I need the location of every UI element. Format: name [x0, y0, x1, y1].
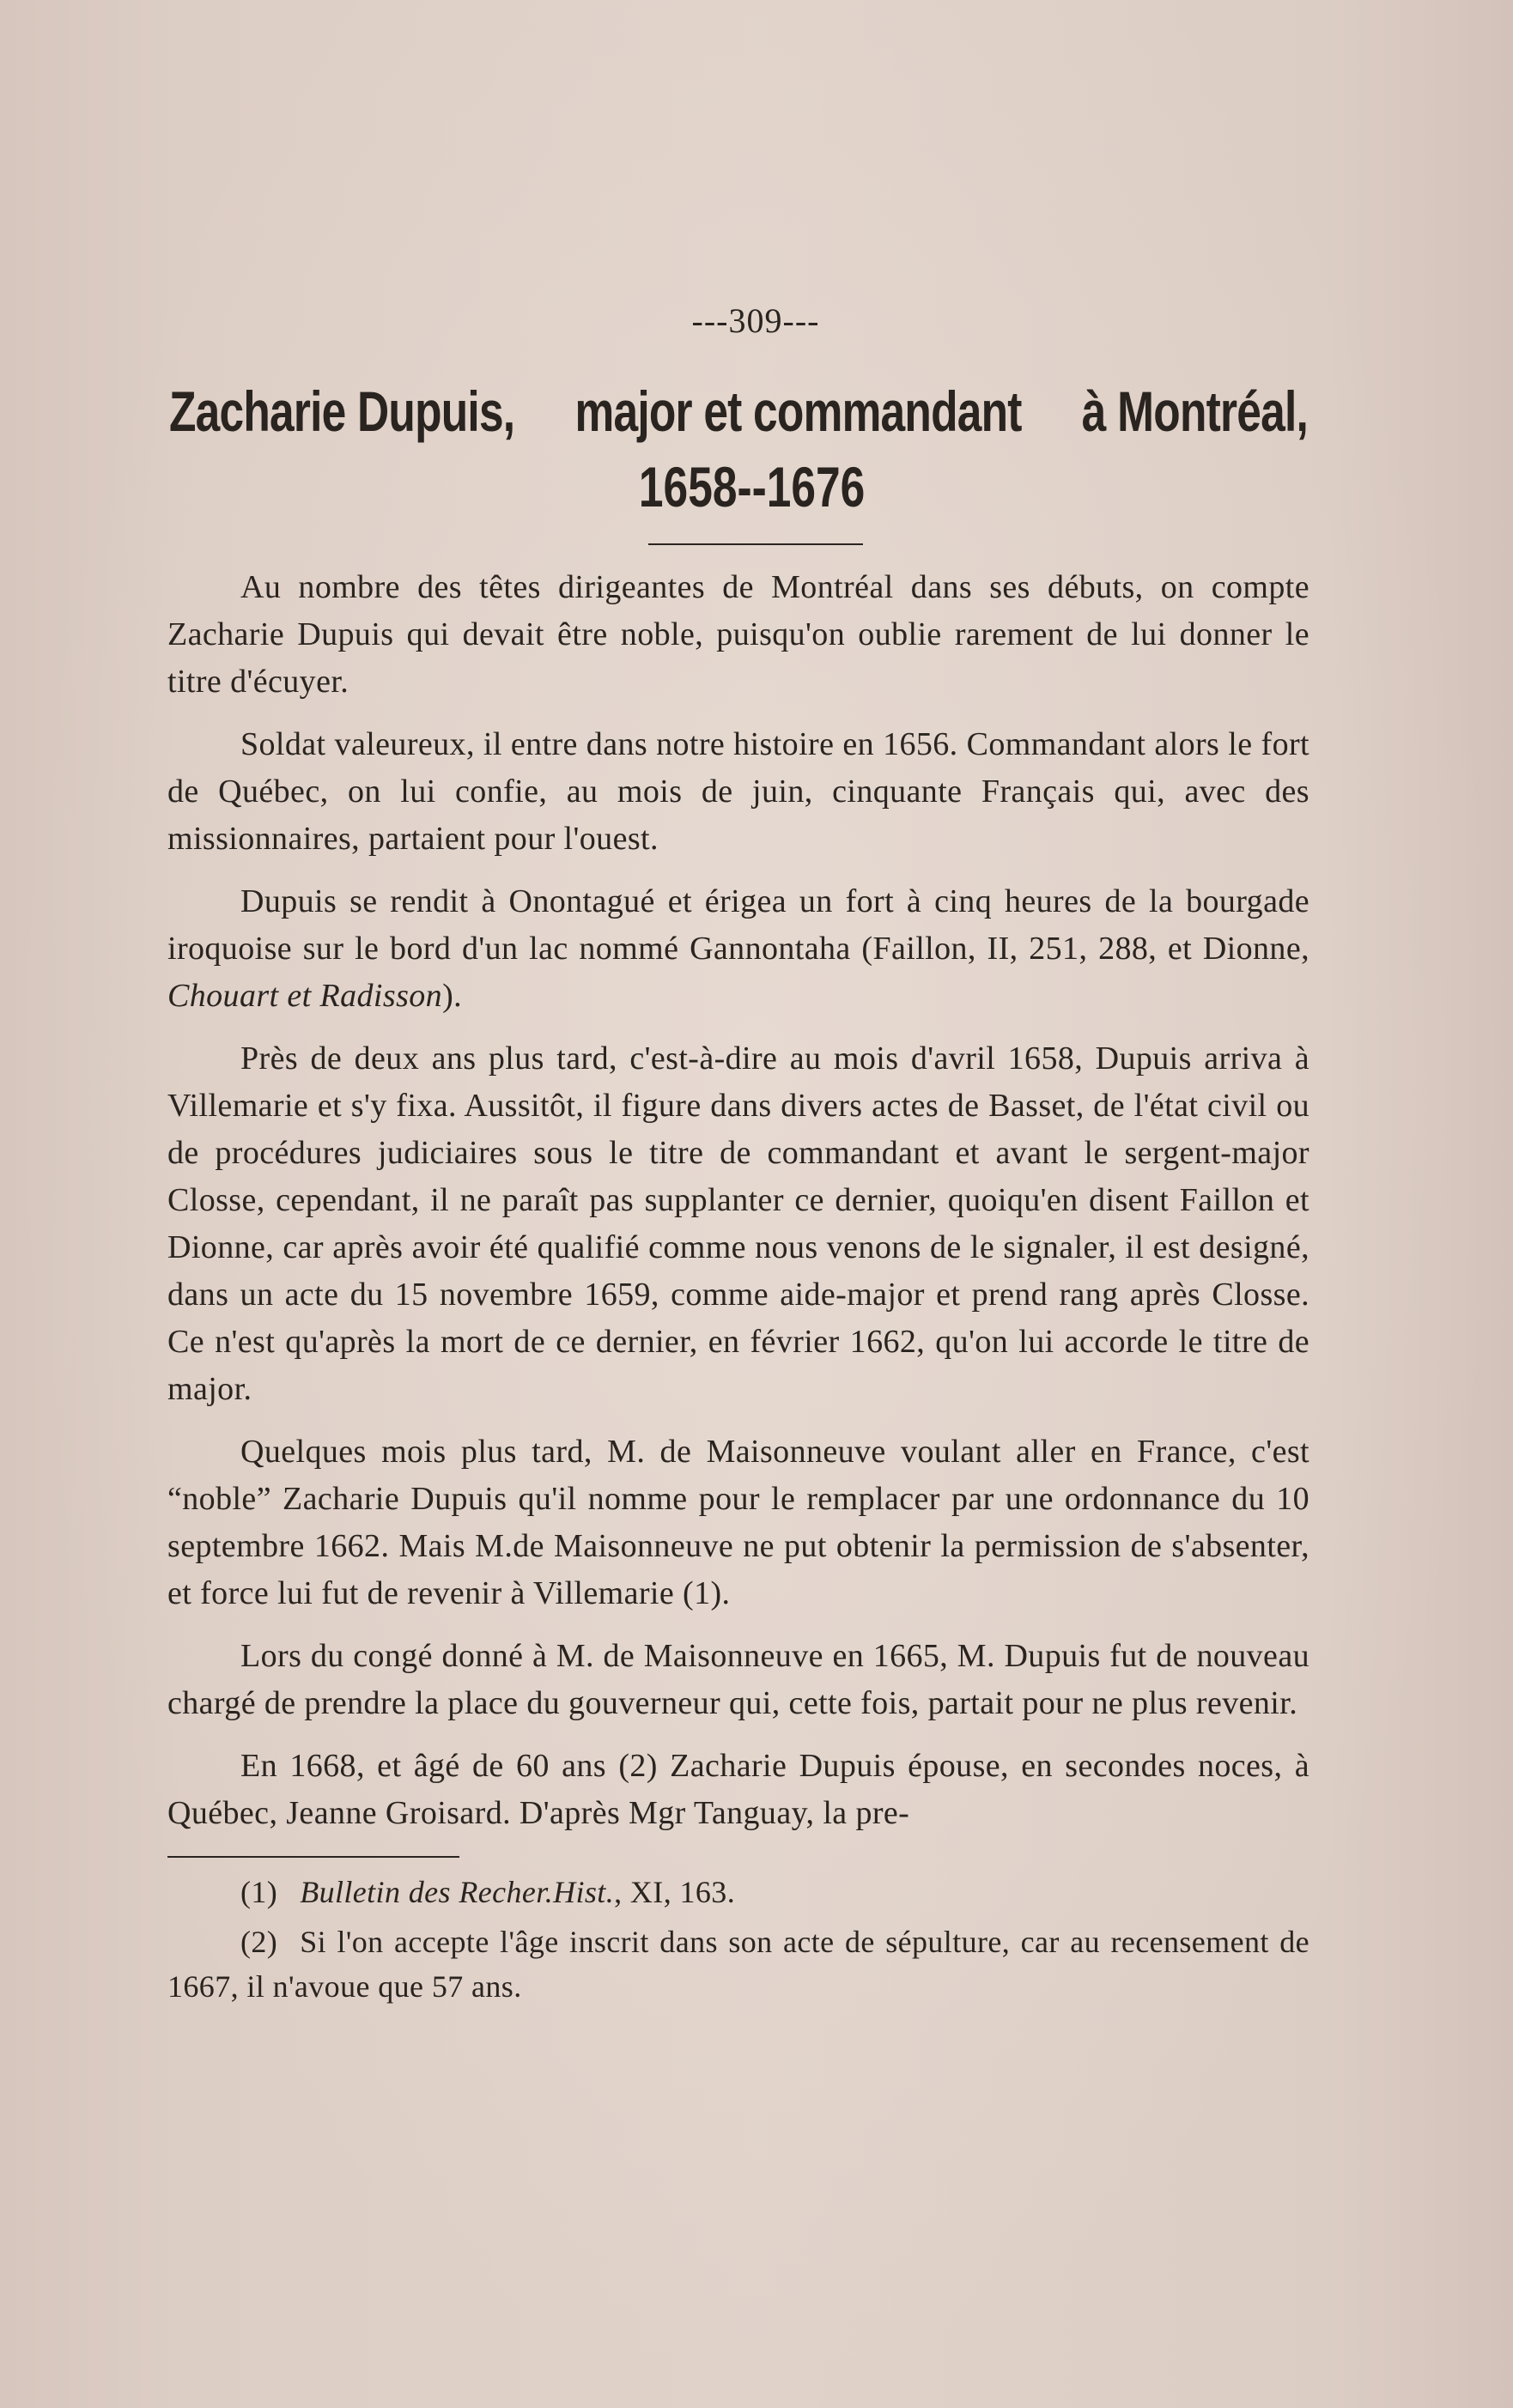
title-divider [648, 543, 863, 545]
title-line-1 [169, 373, 1308, 449]
footnote-2 [167, 1920, 1309, 2009]
paragraph-2: Soldat valeureux, il entre dans notre histoire en 1656. Commandant alors le fort de Québec, on lui confie, au mois de juin, cinquante Français qui, avec des missionnaires, partaient pour l'ouest. [167, 726, 1309, 857]
paragraph-6: Lors du congé donné à M. de Maisonneuve en 1665, M. Dupuis fut de nouveau chargé de prendre la place du gouverneur qui, cette fois, partait pour ne plus revenir. [167, 1638, 1309, 1721]
paragraph-1: Au nombre des têtes dirigeantes de Montréal dans ses débuts, on compte Zacharie Dupuis qui devait être noble, puisqu'on oublie rarement de lui donner le titre d'écuyer. [167, 569, 1309, 700]
footnote-1-ref: , XI, 163. [614, 1875, 736, 1909]
footnote-2-text: Si l'on accepte l'âge inscrit dans son acte de sépulture, car au recensement de 1667, il n'avoue que 57 ans. [167, 1925, 1309, 2004]
paragraph-3 [167, 878, 1309, 1020]
paragraph-7: En 1668, et âgé de 60 ans (2) Zacharie Dupuis épouse, en secondes noces, à Québec, Jeanne Groisard. D'après Mgr Tanguay, la pre- [167, 1748, 1309, 1831]
title-dates: 1658--1676 [638, 455, 866, 519]
article-title [169, 373, 1308, 449]
footnote-1-source: Bulletin des Recher.Hist. [300, 1875, 615, 1909]
title-name: Zacharie Dupuis, [169, 379, 515, 443]
paragraph-5: Quelques mois plus tard, M. de Maisonneuve voulant aller en France, c'est “noble” Zacharie Dupuis qu'il nomme pour le remplacer par une ordonnance du 10 septembre 1662. Mais M.de Maisonneuve ne put obtenir la permission de s'absenter, et force lui fut de revenir à Villemarie (1). [167, 1434, 1309, 1611]
paragraph-3-end: ). [442, 978, 463, 1014]
title-place: à Montréal, [1081, 379, 1308, 443]
paragraph-3-citation: Chouart et Radisson [167, 978, 443, 1014]
footnote-divider [167, 1856, 459, 1858]
footnote-1-number: (1) [240, 1875, 278, 1909]
paragraph-4: Près de deux ans plus tard, c'est-à-dire au mois d'avril 1658, Dupuis arriva à Villemarie et s'y fixa. Aussitôt, il figure dans divers actes de Basset, de l'état civil ou de procédures judiciaires sous le titre de commandant et avant le sergent-major Closse, cependant, il ne paraît pas supplanter ce dernier, quoiqu'en disent Faillon et Dionne, car après avoir été qualifié comme nous venons de le signaler, il est designé, dans un acte du 15 novembre 1659, comme aide-major et prend rang après Closse. Ce n'est qu'après la mort de ce dernier, en février 1662, qu'on lui accorde le titre de major. [167, 1040, 1309, 1407]
text-block [167, 300, 1309, 2014]
footnote-1 [167, 1870, 1309, 1914]
footnote-2-number: (2) [240, 1925, 278, 1959]
page-number: ---309--- [691, 301, 820, 340]
title-rank: major et commandant [574, 379, 1022, 443]
paragraph-3-text: Dupuis se rendit à Onontagué et érigea un fort à cinq heures de la bourgade iroquoise sur le bord d'un lac nommé Gannontaha (Faillon, II, 251, 288, et Dionne, [167, 883, 1309, 967]
